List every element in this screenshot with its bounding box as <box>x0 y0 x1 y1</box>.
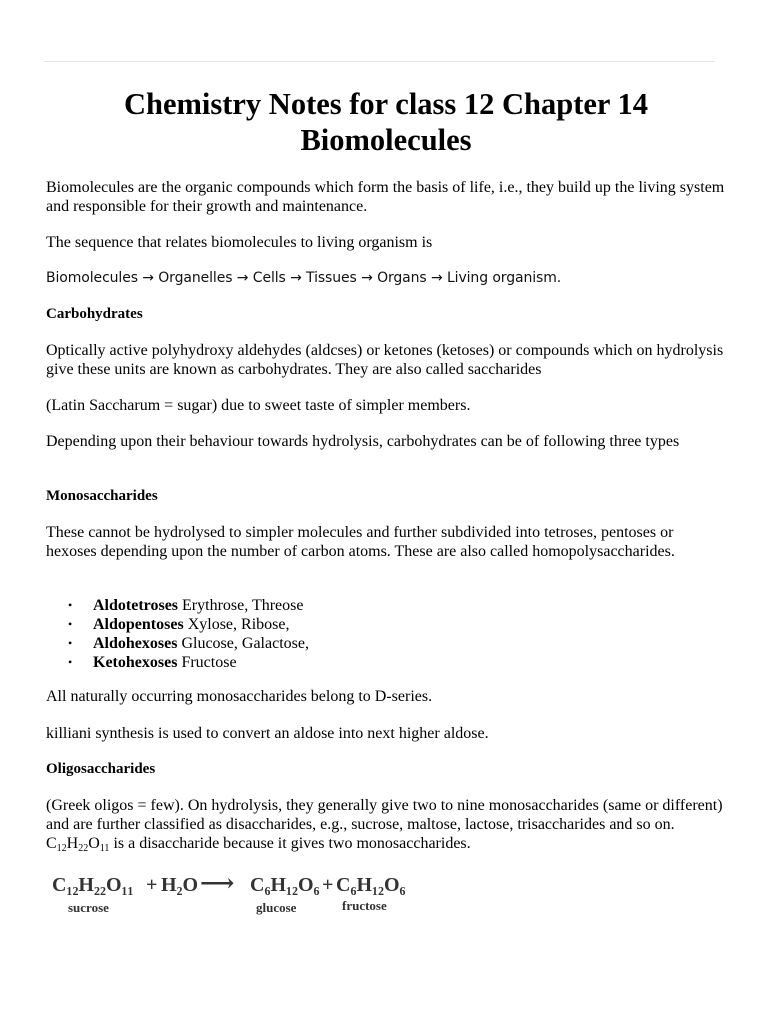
list-item-term: Aldopentoses <box>93 616 184 633</box>
equation-label-sucrose: sucrose <box>68 900 109 915</box>
equation-plus1: + <box>146 874 158 896</box>
carbohydrates-heading: Carbohydrates <box>46 306 143 322</box>
equation-rhs1: C₆H₁₂O₆ <box>250 874 320 896</box>
carbohydrates-p1 <box>46 341 726 379</box>
d-series-text: All naturally occurring monosaccharides belong to D-series. <box>46 688 433 705</box>
document-body <box>46 86 726 158</box>
oligo-text-b: is a disaccharide because it gives two monosaccharides. <box>109 835 471 852</box>
equation-lhs2: H₂O <box>161 874 199 896</box>
monosaccharides-p3 <box>46 724 726 743</box>
list-item-desc: Fructose <box>177 654 237 671</box>
carbohydrates-p3 <box>46 432 726 451</box>
sequence-text: Biomolecules → Organelles → Cells → Tissues → Organs → Living organism. <box>46 270 562 286</box>
oligosaccharides-p1 <box>46 796 726 853</box>
subscript-o: 11 <box>99 843 110 854</box>
carbohydrates-definition: Optically active polyhydroxy aldehydes (aldcses) or ketones (ketoses) or compounds which on hydrolysis give these units are known as carbohydrates. They are also called saccharides <box>46 342 724 378</box>
list-item-desc: Xylose, Ribose, <box>183 616 290 633</box>
intro-text: Biomolecules are the organic compounds which form the basis of life, i.e., they build up the living system and responsible for their growth and maintenance. <box>46 179 725 215</box>
equation-label-fructose: fructose <box>342 898 387 913</box>
list-item-term: Aldohexoses <box>93 635 178 652</box>
equation-rhs2: C₆H₁₂O₆ <box>336 874 406 896</box>
list-item <box>46 596 726 615</box>
monosaccharides-p1 <box>46 523 726 561</box>
list-item-term: Aldotetroses <box>93 597 179 614</box>
subscript-c: 12 <box>56 843 67 854</box>
oligosaccharides-definition <box>46 796 726 853</box>
formula-h: H <box>66 835 79 852</box>
monosaccharides-p2 <box>46 687 726 706</box>
killiani-text: killiani synthesis is used to convert an aldose into next higher aldose. <box>46 725 489 742</box>
monosaccharides-definition: These cannot be hydrolysed to simpler molecules and further subdivided into tetroses, pentoses or hexoses depending upon the number of carbon atoms. These are also called homopolysaccharides. <box>46 524 675 560</box>
carbohydrates-latin: (Latin Saccharum = sugar) due to sweet taste of simpler members. <box>46 397 471 414</box>
sequence-intro <box>46 233 726 252</box>
sequence-line <box>46 269 726 288</box>
sucrose-hydrolysis-equation <box>50 868 410 920</box>
list-item-desc: Erythrose, Threose <box>178 597 304 614</box>
equation-arrow: ⟶ <box>200 871 235 897</box>
equation-lhs1: C₁₂H₂₂O₁₁ <box>52 874 134 896</box>
list-item <box>46 615 726 634</box>
monosaccharides-heading: Monosaccharides <box>46 488 158 504</box>
oligosaccharides-heading: Oligosaccharides <box>46 761 156 777</box>
list-item-desc: Glucose, Galactose, <box>177 635 309 652</box>
carbohydrates-types: Depending upon their behaviour towards hydrolysis, carbohydrates can be of following three types <box>46 433 680 450</box>
list-item-term: Ketohexoses <box>93 654 178 671</box>
carbohydrates-section <box>46 305 726 324</box>
list-item <box>46 634 726 653</box>
monosaccharides-list <box>46 596 726 672</box>
intro-paragraph <box>46 178 726 216</box>
monosaccharides-section <box>46 487 726 506</box>
oligo-text-a: (Greek oligos = few). On hydrolysis, they generally give two to nine monosaccharides (same or different) and are further classified as disaccharides, e.g., sucrose, maltose, lactose, trisaccharides and so on. C <box>46 797 723 852</box>
equation-label-glucose: glucose <box>256 900 297 915</box>
top-divider <box>44 61 715 62</box>
list-item <box>46 653 726 672</box>
formula-o: O <box>88 835 100 852</box>
carbohydrates-p2 <box>46 396 726 415</box>
equation-plus2: + <box>322 874 334 896</box>
subscript-h: 22 <box>78 843 89 854</box>
oligosaccharides-section <box>46 760 726 779</box>
page-title: Chemistry Notes for class 12 Chapter 14 Biomolecules <box>123 87 649 157</box>
sequence-intro-text: The sequence that relates biomolecules to living organism is <box>46 234 433 251</box>
